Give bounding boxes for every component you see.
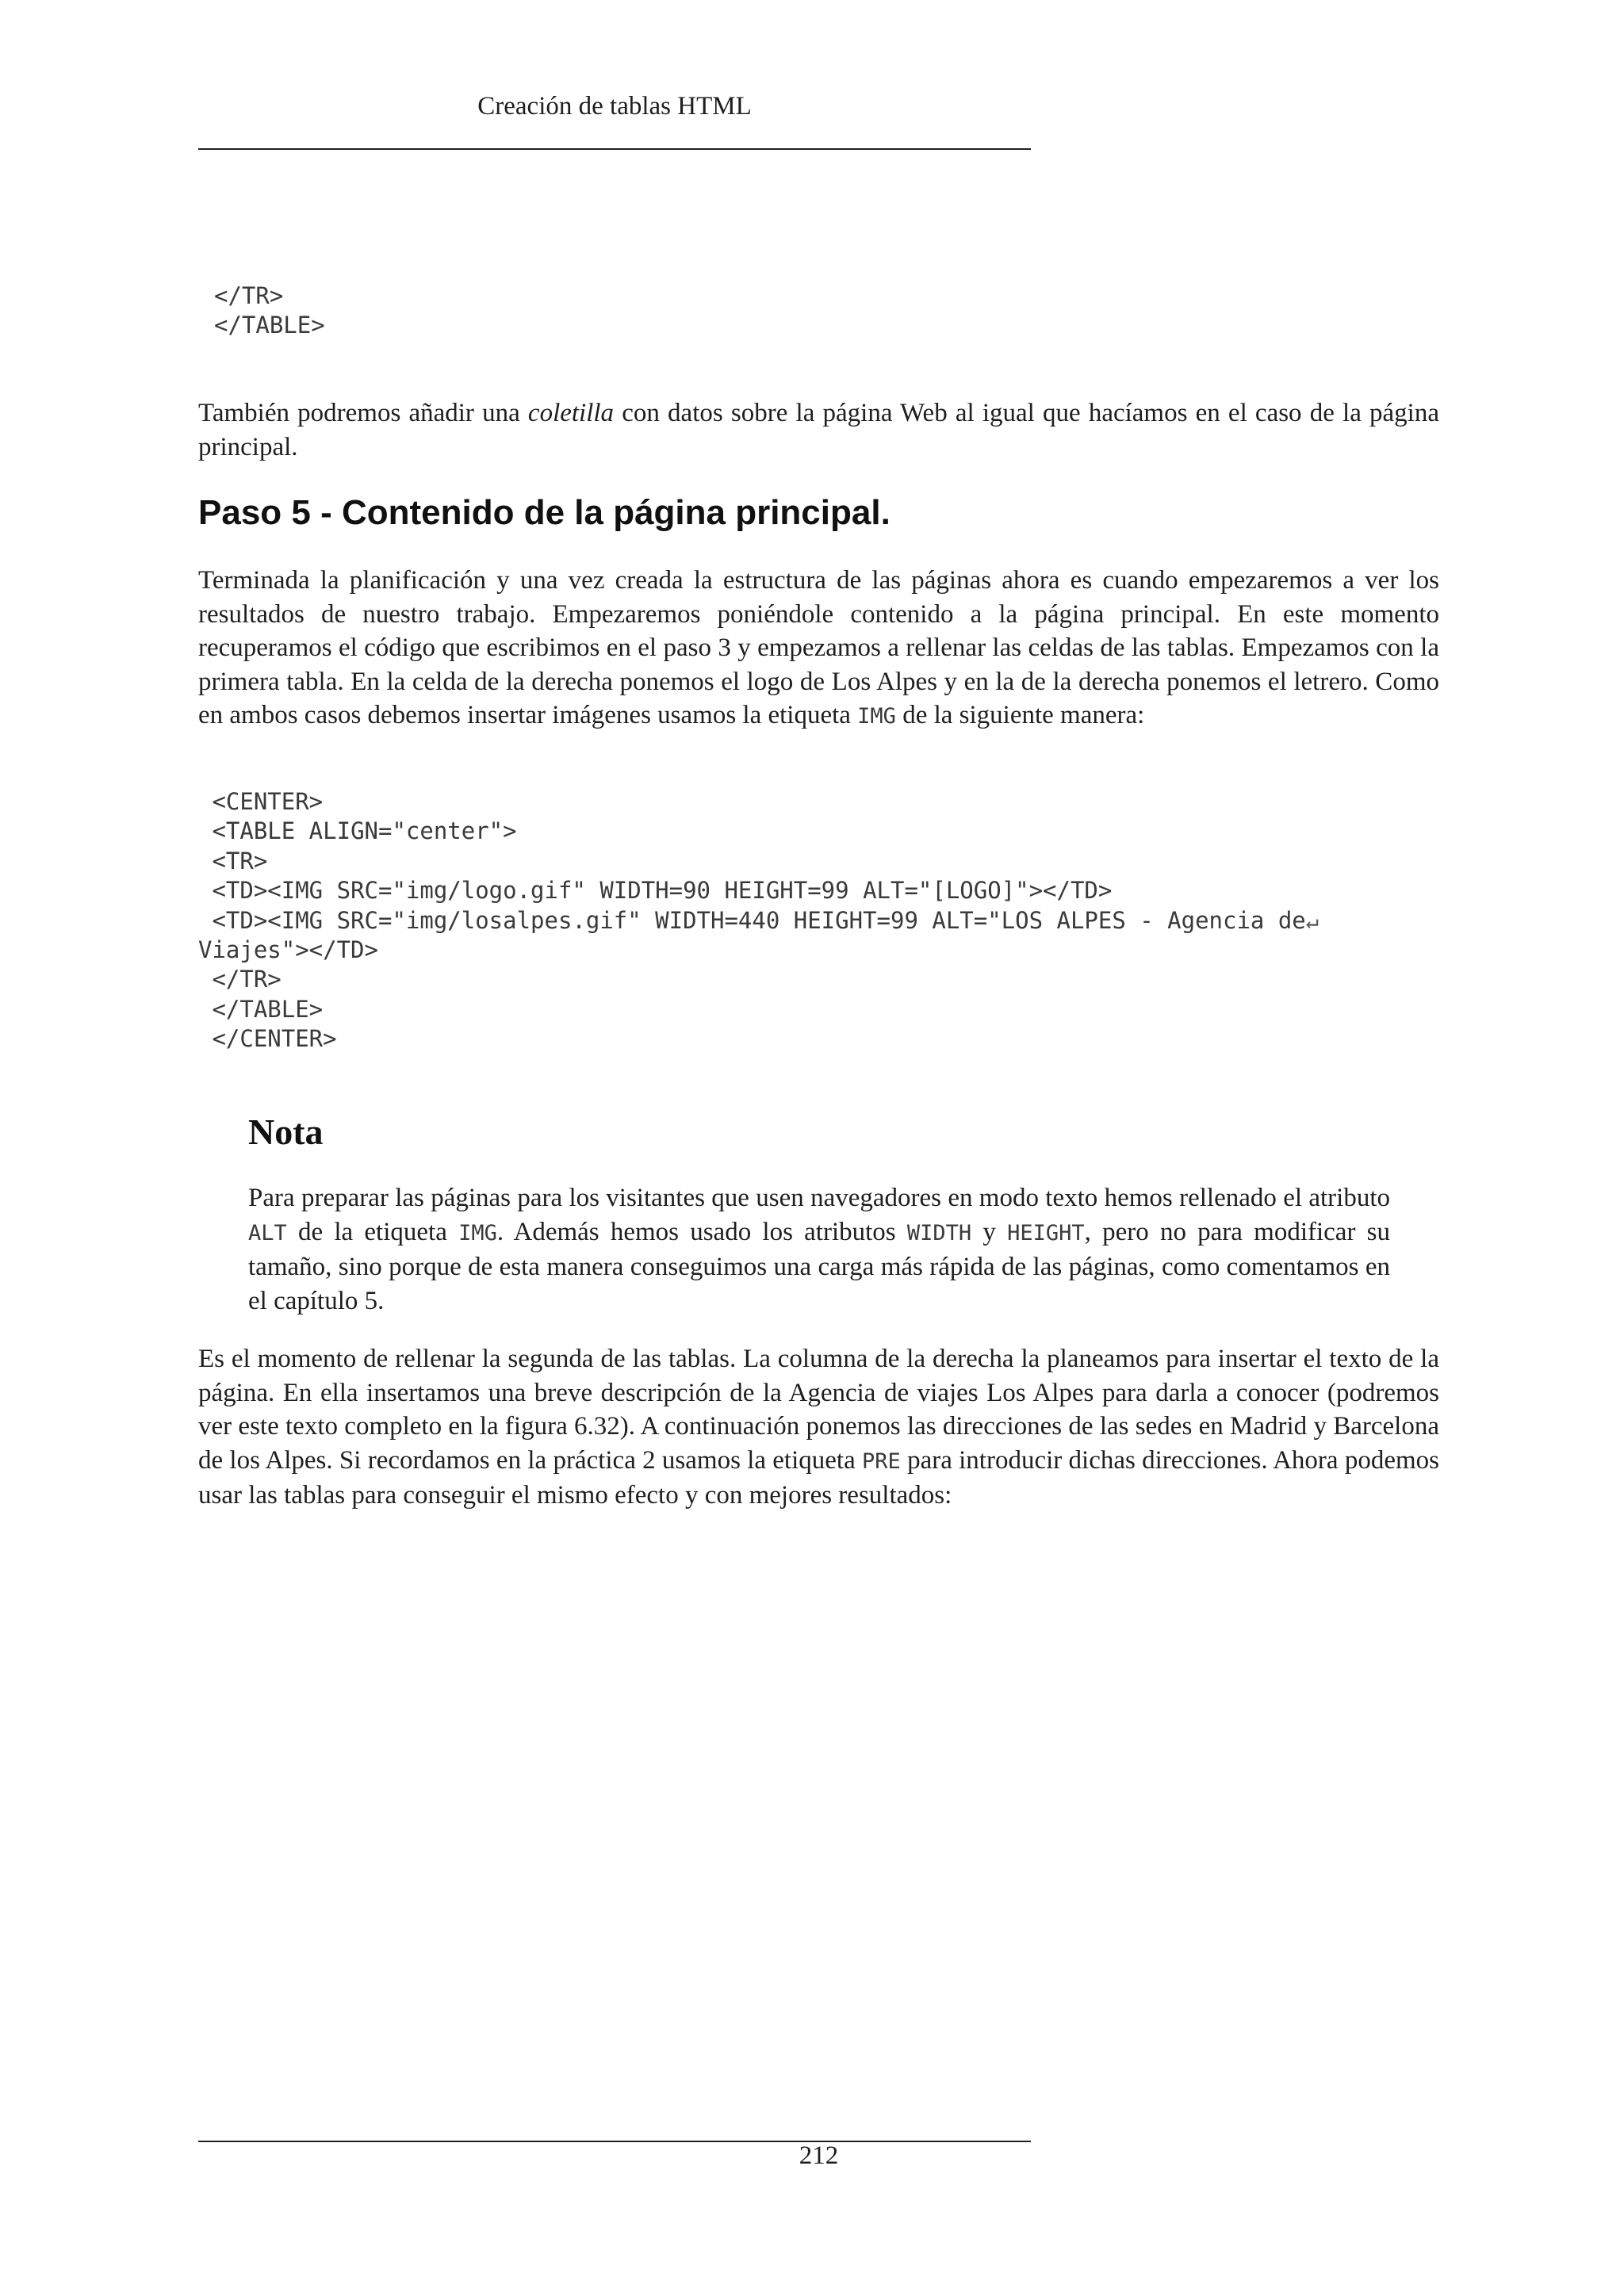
note-body xyxy=(248,1181,1390,1318)
paragraph-coletilla xyxy=(198,396,1439,464)
code-text: </TABLE> xyxy=(212,995,324,1023)
code-line xyxy=(198,995,1319,1024)
text-span: Es el momento de rellenar la segunda de las tablas. La columna de la derecha la planeamos para insertar el texto de la página. En ella insertamos una breve descripción de la Agencia de viajes Los Alpes para darla a conocer (podremos ver este texto completo en la figura 6.32). A continuación ponemos las direcciones de las sedes en Madrid y Barcelona de los Alpes. Si recordamos en la práctica 2 usamos la etiqueta xyxy=(198,1345,1439,1475)
text-span: . Además hemos usado los atributos xyxy=(496,1217,907,1246)
code-text: <TD><IMG SRC="img/losalpes.gif" WIDTH=440 HEIGHT=99 ALT="LOS ALPES - Agencia de xyxy=(212,906,1306,934)
inline-code: IMG xyxy=(857,704,896,729)
page-header-title: Creación de tablas HTML xyxy=(477,92,752,121)
code-line xyxy=(198,876,1319,905)
emphasis-text: coletilla xyxy=(527,399,615,427)
inline-code: WIDTH xyxy=(906,1220,972,1246)
code-line xyxy=(198,906,1319,936)
inline-code: IMG xyxy=(458,1220,497,1246)
text-span: y xyxy=(971,1217,1008,1246)
section-heading: Paso 5 - Contenido de la página principal. xyxy=(198,493,891,532)
code-line xyxy=(198,936,1319,965)
paragraph-paso5 xyxy=(198,564,1439,734)
text-span: También podremos añadir una xyxy=(198,399,528,427)
code-block-top xyxy=(214,281,325,341)
text-span: Para preparar las páginas para los visitantes que usen navegadores en modo texto hemos rellenado el atributo xyxy=(248,1184,1390,1212)
text-span: con datos sobre la página Web al igual que hacíamos en el caso de la página principal. xyxy=(198,399,1439,461)
inline-code: ALT xyxy=(248,1220,287,1246)
note-title: Nota xyxy=(248,1112,324,1152)
text-span: de la etiqueta xyxy=(286,1217,459,1246)
code-text: </CENTER> xyxy=(212,1025,337,1053)
page-number: 212 xyxy=(799,2141,839,2170)
code-line xyxy=(198,847,1319,876)
text-span: de la siguiente manera: xyxy=(895,701,1145,729)
code-text: <TR> xyxy=(212,847,268,874)
inline-code: PRE xyxy=(862,1448,901,1474)
code-line xyxy=(198,787,1319,817)
text-span: Terminada la planificación y una vez creada la estructura de las páginas ahora es cuando empezaremos a ver los resultados de nuestro trabajo. Empezaremos poniéndole contenido a la página principal. En este momento recuperamos el código que escribimos en el paso 3 y empezamos a rellenar las celdas de las tablas. Empezamos con la primera tabla. En la celda de la derecha ponemos el logo de Los Alpes y en la de la derecha ponemos el letrero. Como en ambos casos debemos insertar imágenes usamos la etiqueta xyxy=(198,566,1439,729)
inline-code: HEIGHT xyxy=(1007,1220,1085,1246)
text-span: para introducir dichas direcciones. Ahora podemos usar las tablas para conseguir el mismo efecto y con mejores resultados: xyxy=(198,1445,1439,1510)
code-line: </TABLE> xyxy=(214,312,325,339)
code-line xyxy=(198,817,1319,846)
line-continuation-icon: ↵ xyxy=(1305,909,1320,934)
code-text: Viajes"></TD> xyxy=(198,936,378,963)
code-block-main xyxy=(198,787,1319,1054)
code-line xyxy=(198,1024,1319,1054)
code-text: <TABLE ALIGN="center"> xyxy=(212,817,517,845)
code-line: </TR> xyxy=(214,282,284,309)
header-rule xyxy=(198,148,1031,150)
paragraph-segunda-tabla xyxy=(198,1342,1439,1513)
code-text: <TD><IMG SRC="img/logo.gif" WIDTH=90 HEIGHT=99 ALT="[LOGO]"></TD> xyxy=(212,877,1113,905)
code-line xyxy=(198,965,1319,994)
text-span: , pero no para modificar su tamaño, sino porque de esta manera conseguimos una carga más rápida de las páginas, como comentamos en el capítulo 5. xyxy=(248,1217,1390,1315)
code-text: </TR> xyxy=(212,966,282,993)
code-text: <CENTER> xyxy=(212,788,324,815)
